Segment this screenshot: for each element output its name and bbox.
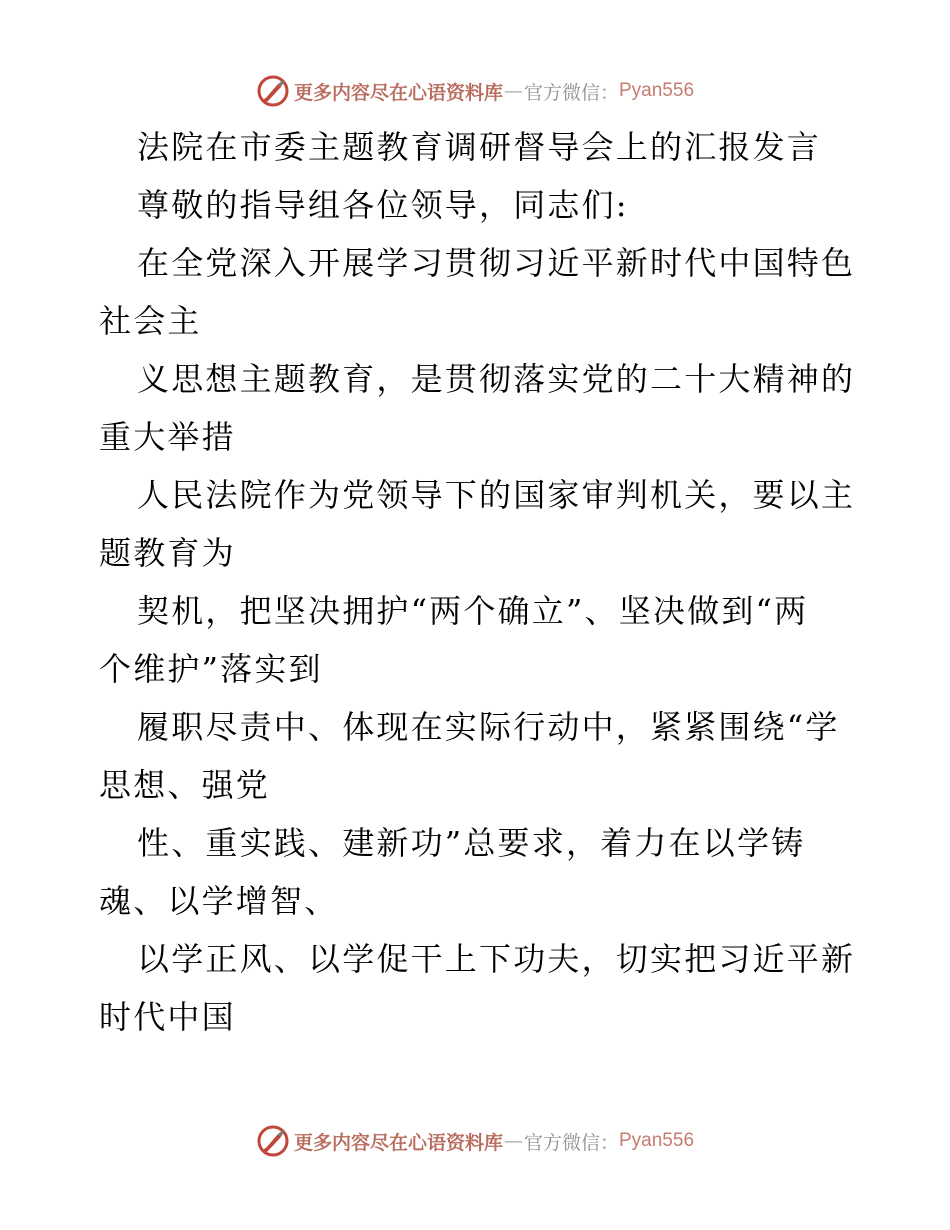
banner-wechat-label: 官方微信： bbox=[523, 81, 619, 104]
body-line: 题教育为 bbox=[99, 534, 236, 572]
body-line: 重大举措 bbox=[99, 418, 236, 456]
body-line: 个维护”落实到 bbox=[99, 650, 323, 688]
document-body bbox=[99, 118, 859, 1046]
body-line: 社会主 bbox=[99, 302, 202, 340]
salutation: 尊敬的指导组各位领导，同志们: bbox=[137, 186, 629, 224]
footer-watermark-banner bbox=[0, 1121, 950, 1161]
body-line: 义思想主题教育，是贯彻落实党的二十大精神的 bbox=[137, 360, 856, 398]
body-line: 人民法院作为党领导下的国家审判机关，要以主 bbox=[137, 476, 856, 514]
body-line: 契机，把坚决拥护“两个确立”、坚决做到“两 bbox=[137, 592, 809, 630]
header-watermark-banner bbox=[0, 71, 950, 111]
banner-dash: — bbox=[503, 1130, 523, 1152]
body-line: 魂、以学增智、 bbox=[99, 882, 339, 920]
banner-wechat-label: 官方微信： bbox=[523, 1131, 619, 1154]
document-title: 法院在市委主题教育调研督导会上的汇报发言 bbox=[137, 128, 822, 166]
banner-dash: — bbox=[503, 80, 523, 102]
body-line: 思想、强党 bbox=[99, 766, 271, 804]
body-line: 在全党深入开展学习贯彻习近平新时代中国特色 bbox=[137, 244, 856, 282]
body-line: 以学正风、以学促干上下功夫，切实把习近平新 bbox=[137, 940, 856, 978]
body-line: 性、重实践、建新功”总要求，着力在以学铸 bbox=[137, 824, 806, 862]
banner-main-text: 更多内容尽在心语资料库 bbox=[293, 1131, 503, 1154]
banner-wechat-id: Pyan556 bbox=[619, 80, 695, 101]
banner-main-text: 更多内容尽在心语资料库 bbox=[293, 81, 503, 104]
feather-pen-logo-icon bbox=[256, 74, 290, 108]
banner-wechat-id: Pyan556 bbox=[619, 1130, 695, 1151]
body-line: 时代中国 bbox=[99, 998, 236, 1036]
body-line: 履职尽责中、体现在实际行动中，紧紧围绕“学 bbox=[137, 708, 840, 746]
feather-pen-logo-icon bbox=[256, 1124, 290, 1158]
